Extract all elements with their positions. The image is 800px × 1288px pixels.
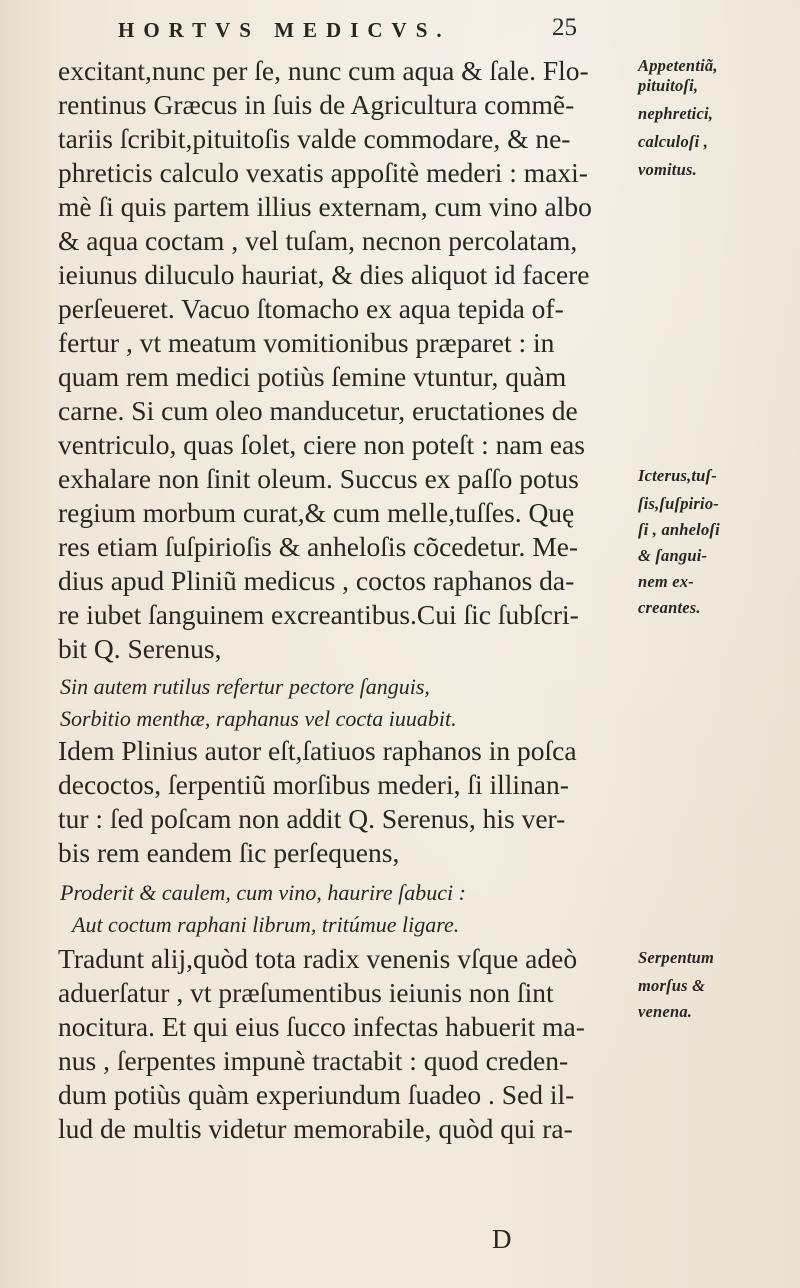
margin-note: ſis,ſuſpirio- (638, 494, 719, 513)
signature-mark: D (492, 1224, 512, 1254)
margin-note: pituitoſi, (638, 76, 699, 95)
margin-note: calculoſi , (638, 132, 709, 151)
text-line: ventriculo, quas ſolet, ciere non poteſt : nam eas (58, 429, 585, 460)
text-line: rentinus Græcus in ſuis de Agricultura commẽ- (58, 89, 575, 120)
text-line: bis rem eandem ſic perſequens, (58, 837, 400, 868)
text-line: dius apud Pliniũ medicus , coctos raphanos da- (58, 565, 575, 596)
text-line: Idem Plinius autor eſt,ſatiuos raphanos in poſca (58, 735, 577, 766)
text-line: fertur , vt meatum vomitionibus præparet : in (58, 327, 555, 358)
margin-note: Appetentiã, (638, 56, 718, 75)
text-line: Tradunt alij,quòd tota radix venenis vſque adeò (58, 943, 578, 974)
text-line: re iubet ſanguinem excreantibus.Cui ſic ſubſcri- (58, 599, 579, 630)
text-line: nus , ſerpentes impunè tractabit : quod creden- (58, 1045, 569, 1076)
margin-note: creantes. (638, 598, 701, 617)
text-line: bit Q. Serenus, (58, 633, 222, 664)
text-line: dum potiùs quàm experiundum ſuadeo . Sed il- (58, 1079, 575, 1110)
margin-note: venena. (638, 1002, 693, 1021)
margin-note: vomitus. (638, 160, 697, 179)
text-line: perſeueret. Vacuo ſtomacho ex aqua tepida of- (58, 293, 564, 324)
page-header (118, 14, 618, 48)
text-line: ieiunus diluculo hauriat, & dies aliquot id facere (58, 259, 590, 290)
text-line: tur : ſed poſcam non addit Q. Serenus, his ver- (58, 803, 566, 834)
folio-number: 25 (552, 14, 577, 41)
running-head: HORTVS MEDICVS. (118, 18, 451, 42)
text-line: quam rem medici potiùs ſemine vtuntur, quàm (58, 361, 567, 392)
margin-note: ſi , anheloſi (638, 520, 720, 539)
text-line: exhalare non ſinit oleum. Succus ex paſſo potus (58, 463, 579, 494)
margin-note: & ſangui- (638, 546, 708, 565)
verse-line: Sin autem rutilus refertur pectore ſanguis, (60, 674, 430, 699)
text-line: regium morbum curat,& cum melle,tuſſes. Quę (58, 497, 575, 528)
text-line: excitant,nunc per ſe, nunc cum aqua & ſale. Flo- (58, 55, 589, 86)
text-line: lud de multis videtur memorabile, quòd qui ra- (58, 1113, 573, 1144)
verse-line: Sorbitio menthæ, raphanus vel cocta iuuabit. (60, 706, 457, 731)
text-line: phreticis calculo vexatis appoſitè mederi : maxi- (58, 157, 588, 188)
text-line: decoctos, ſerpentiũ morſibus mederi, ſi illinan- (58, 769, 569, 800)
margin-note: nephretici, (638, 104, 714, 123)
verse-line: Aut coctum raphani librum, tritúmue ligare. (72, 912, 460, 937)
text-line: res etiam ſuſpirioſis & anheloſis cõcedetur. Me- (58, 531, 579, 562)
verse-line: Proderit & caulem, cum vino, haurire ſabuci : (60, 880, 466, 905)
margin-note: Icterus,tuſ- (638, 466, 717, 485)
margin-note: morſus & (638, 976, 706, 995)
text-line: carne. Si cum oleo manducetur, eructationes de (58, 395, 578, 426)
margin-note: Serpentum (638, 948, 715, 967)
text-line: tariis ſcribit,pituitoſis valde commodare, & ne- (58, 123, 571, 154)
text-line: aduerſatur , vt præſumentibus ieiunis non ſint (58, 977, 554, 1008)
margin-note: nem ex- (638, 572, 694, 591)
text-line: nocitura. Et qui eius ſucco infectas habuerit ma- (58, 1011, 585, 1042)
text-line: mè ſi quis partem illius externam, cum vino albo (58, 191, 592, 222)
text-line: & aqua coctam , vel tuſam, necnon percolatam, (58, 225, 578, 256)
